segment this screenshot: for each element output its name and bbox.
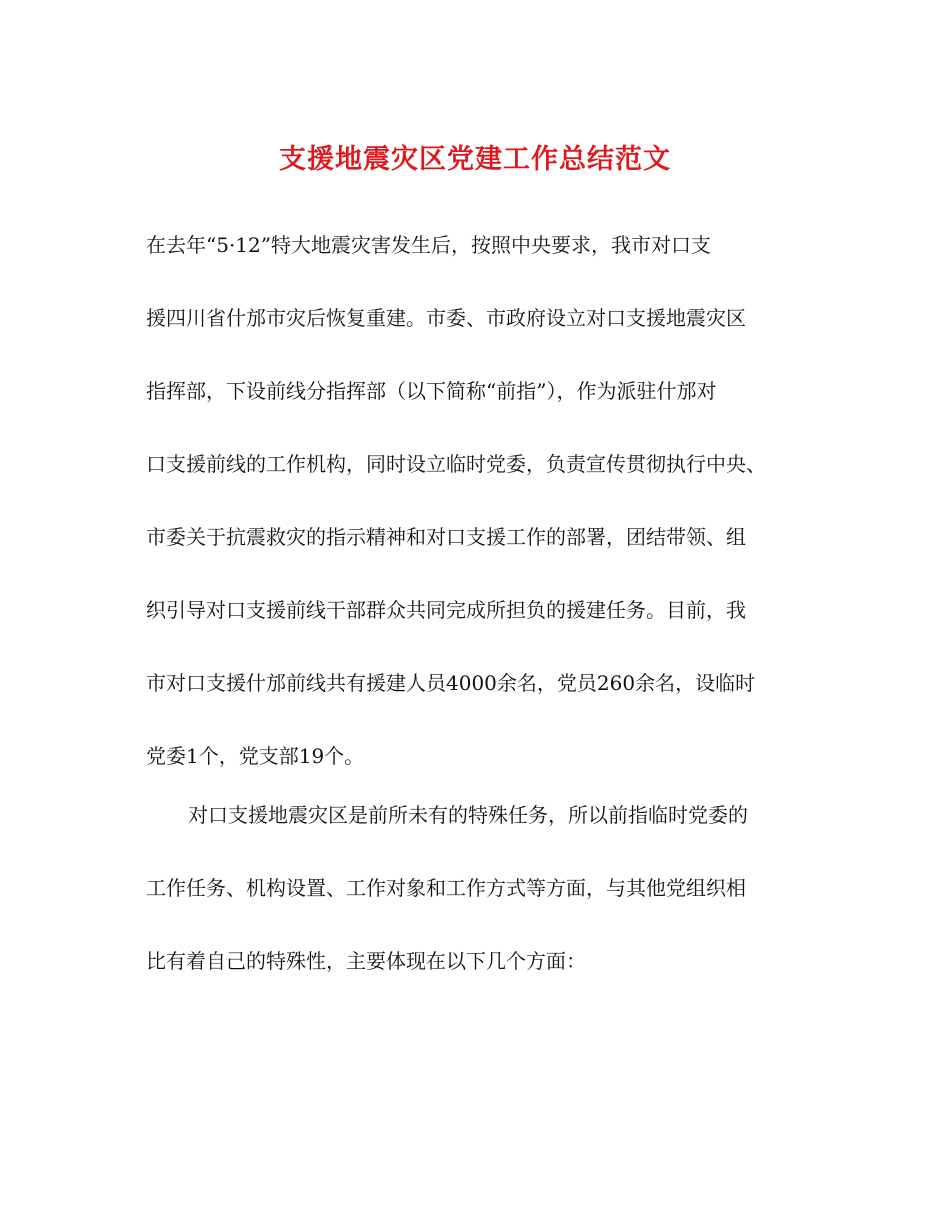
paragraph-1-line-7: 市对口支援什邡前线共有援建人员4000余名，党员260余名，设临时 xyxy=(146,671,756,695)
paragraph-2-line-2: 工作任务、机构设置、工作对象和工作方式等方面，与其他党组织相 xyxy=(146,876,746,900)
paragraph-1-line-3: 指挥部，下设前线分指挥部（以下简称“前指”），作为派驻什邡对 xyxy=(146,379,717,403)
paragraph-1-line-2: 援四川省什邡市灾后恢复重建。市委、市政府设立对口支援地震灾区 xyxy=(146,306,746,330)
paragraph-1-line-6: 织引导对口支援前线干部群众共同完成所担负的援建任务。目前，我 xyxy=(146,598,746,622)
paragraph-1-line-5: 市委关于抗震救灾的指示精神和对口支援工作的部署，团结带领、组 xyxy=(146,525,746,549)
paragraph-1-line-1: 在去年“5·12”特大地震灾害发生后，按照中央要求，我市对口支 xyxy=(146,233,711,257)
paragraph-1-line-4: 口支援前线的工作机构，同时设立临时党委，负责宣传贯彻执行中央、 xyxy=(146,452,766,476)
paragraph-1-line-8: 党委1个，党支部19个。 xyxy=(146,744,365,768)
paragraph-2-line-3: 比有着自己的特殊性，主要体现在以下几个方面： xyxy=(146,949,586,973)
paragraph-2-line-1: 对口支援地震灾区是前所未有的特殊任务，所以前指临时党委的 xyxy=(188,803,748,827)
document-title: 支援地震灾区党建工作总结范文 xyxy=(279,144,671,175)
